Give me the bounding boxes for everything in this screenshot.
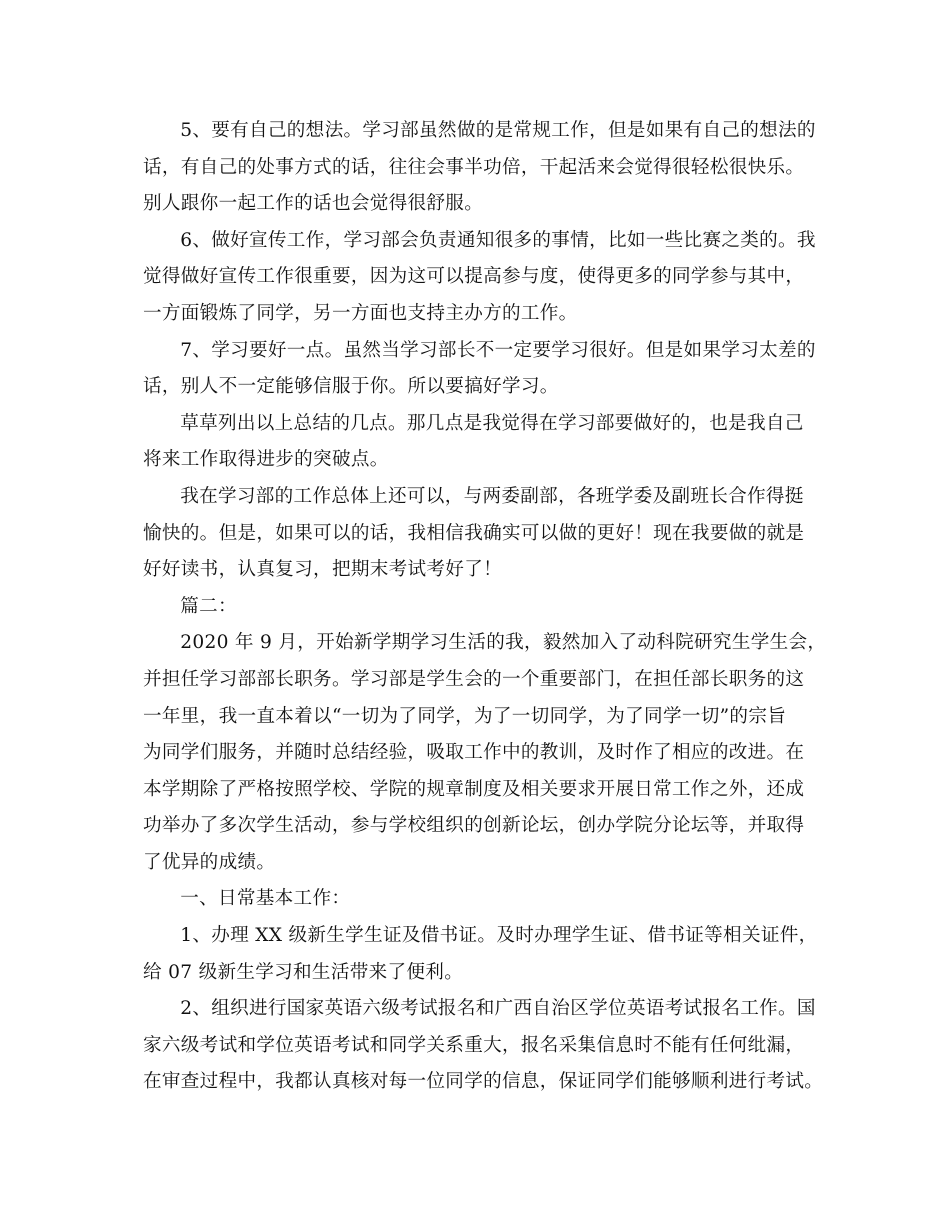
paragraph-line: 好好读书，认真复习，把期末考试考好了！	[143, 559, 502, 581]
paragraph-line: 愉快的。但是，如果可以的话，我相信我确实可以做的更好！现在我要做的就是	[143, 522, 805, 544]
paragraph-line: 别人跟你一起工作的话也会觉得很舒服。	[143, 193, 484, 215]
paragraph-item-5	[143, 113, 816, 223]
paragraph-line: 了优异的成绩。	[143, 851, 276, 873]
paragraph-line: 草草列出以上总结的几点。那几点是我觉得在学习部要做好的，也是我自己	[180, 412, 804, 434]
paragraph-line: 一方面锻炼了同学，另一方面也支持主办方的工作。	[143, 302, 578, 324]
paragraph-line: 功举办了多次学生活动，参与学校组织的创新论坛，创办学院分论坛等，并取得	[143, 815, 805, 837]
paragraph-line: 家六级考试和学位英语考试和同学关系重大，报名采集信息时不能有任何纰漏，	[143, 1034, 805, 1056]
paragraph-line: 并担任学习部部长职务。学习部是学生会的一个重要部门，在担任部长职务的这	[143, 668, 805, 690]
paragraph-intro	[143, 625, 827, 881]
paragraph-line: 话，有自己的处事方式的话，往往会事半功倍，干起活来会觉得很轻松很快乐。	[143, 156, 805, 178]
paragraph-conclusion	[143, 479, 807, 589]
paragraph-line: 5、要有自己的想法。学习部虽然做的是常规工作，但是如果有自己的想法的	[180, 120, 816, 141]
paragraph-item-7	[143, 333, 816, 406]
paragraph-summary	[143, 406, 807, 479]
paragraph-item-1	[143, 918, 818, 991]
paragraph-line: 将来工作取得进步的突破点。	[143, 449, 389, 471]
paragraph-item-2	[143, 991, 824, 1101]
paragraph-line: 觉得做好宣传工作很重要，因为这可以提高参与度，使得更多的同学参与其中，	[143, 266, 805, 288]
paragraph-line: 1、办理 XX 级新生学生证及借书证。及时办理学生证、借书证等相关证件，	[180, 925, 818, 947]
paragraph-line: 一、日常基本工作：	[180, 888, 351, 910]
paragraph-item-6	[143, 223, 816, 333]
paragraph-line: 篇二：	[180, 595, 237, 617]
section-heading-part-two	[143, 589, 807, 626]
paragraph-line: 为同学们服务，并随时总结经验，吸取工作中的教训，及时作了相应的改进。在	[143, 742, 805, 764]
paragraph-line: 2、组织进行国家英语六级考试报名和广西自治区学位英语考试报名工作。国	[180, 998, 816, 1020]
section-heading-daily-work	[143, 881, 807, 918]
paragraph-line: 7、学习要好一点。虽然当学习部长不一定要学习很好。但是如果学习太差的	[180, 339, 816, 361]
paragraph-line: 在审查过程中，我都认真核对每一位同学的信息，保证同学们能够顺利进行考试。	[143, 1071, 824, 1093]
paragraph-line: 我在学习部的工作总体上还可以，与两委副部，各班学委及副班长合作得挺	[180, 485, 804, 507]
paragraph-line: 给 07 级新生学习和生活带来了便利。	[143, 961, 464, 983]
document-body	[143, 113, 827, 1101]
paragraph-line: 6、做好宣传工作，学习部会负责通知很多的事情，比如一些比赛之类的。我	[180, 229, 816, 251]
paragraph-line: 话，别人不一定能够信服于你。所以要搞好学习。	[143, 376, 559, 398]
paragraph-line: 2020 年 9 月，开始新学期学习生活的我，毅然加入了动科院研究生学生会，	[180, 632, 827, 654]
paragraph-line: 一年里，我一直本着以“一切为了同学，为了一切同学，为了同学一切”的宗旨	[143, 705, 787, 727]
paragraph-line: 本学期除了严格按照学校、学院的规章制度及相关要求开展日常工作之外，还成	[143, 778, 805, 800]
